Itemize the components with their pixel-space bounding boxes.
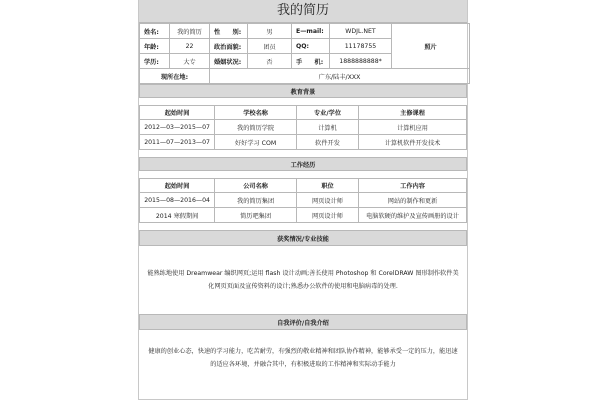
- table-row: [140, 120, 467, 135]
- education-cell: 我的简历学院: [215, 120, 297, 135]
- age-label: 年龄:: [140, 39, 170, 54]
- education-cell: 软件开发: [296, 135, 358, 150]
- education-section-header: 教育背景: [140, 85, 467, 98]
- party-value: 团员: [248, 39, 292, 54]
- self-intro-section-header: 自我评价/自我介绍: [140, 315, 467, 330]
- education-cell: 计算机应用: [359, 120, 467, 135]
- party-label: 政治面貌:: [210, 39, 248, 54]
- phone-value: 1888888888*: [330, 54, 392, 69]
- education-cell: 2011—07—2013—07: [140, 135, 215, 150]
- education-col-courses: 主修课程: [359, 106, 467, 120]
- education-col-school: 学校名称: [215, 106, 297, 120]
- page-title: 我的简历: [139, 0, 467, 23]
- work-col-company: 公司名称: [215, 179, 297, 193]
- photo-placeholder: 照片: [392, 24, 470, 69]
- qq-label: QQ:: [292, 39, 330, 54]
- table-row: [140, 135, 467, 150]
- location-label: 现所在地:: [140, 69, 210, 84]
- email-label: E—mail:: [292, 24, 330, 39]
- education-col-start: 起始时间: [140, 106, 215, 120]
- name-label: 姓名:: [140, 24, 170, 39]
- work-cell: 网站的制作和更新: [359, 193, 467, 208]
- gender-label: 性 别:: [210, 24, 248, 39]
- skills-section-header: 获奖情况/专业技能: [140, 231, 467, 246]
- work-cell: 2014 寒假期间: [140, 208, 215, 223]
- education-cell: 2012—03—2015—07: [140, 120, 215, 135]
- resume-page: [138, 0, 468, 400]
- education-value: 大专: [170, 54, 210, 69]
- work-col-position: 职位: [296, 179, 358, 193]
- self-intro-text: 健康的创业心态，快速的学习能力，吃苦耐劳，有强烈的敬业精神和团队协作精神，能够承受一定的压力，能迅速的适应各环境，并融合其中，有积极进取的工作精神和实际动手能力: [148, 348, 458, 368]
- personal-info-table: [139, 23, 470, 84]
- age-value: 22: [170, 39, 210, 54]
- education-cell: 计算机软件开发技术: [359, 135, 467, 150]
- email-value: WDJL.NET: [330, 24, 392, 39]
- gender-value: 男: [248, 24, 292, 39]
- work-cell: 网页设计师: [296, 193, 358, 208]
- table-row: [140, 193, 467, 208]
- work-col-start: 起始时间: [140, 179, 215, 193]
- marital-value: 否: [248, 54, 292, 69]
- location-value: 广东/陆丰/XXX: [210, 69, 470, 84]
- phone-label: 手 机:: [292, 54, 330, 69]
- work-cell: 我的简历集团: [215, 193, 297, 208]
- skills-text: 能熟练地使用 Dreamwear 编织网页;运用 flash 设计动画;善长使用 Photoshop 和 CorelDRAW 图形制作软件美化网页页面及宣传资料的设计;熟悉办公软件的使用和电脑病毒的处理.: [147, 270, 459, 290]
- work-col-content: 工作内容: [359, 179, 467, 193]
- work-table: [139, 157, 467, 230]
- self-intro-table: [139, 314, 467, 386]
- name-value: 我的简历: [170, 24, 210, 39]
- education-col-major: 专业/学位: [296, 106, 358, 120]
- education-label: 学历:: [140, 54, 170, 69]
- education-cell: 好好学习 COM: [215, 135, 297, 150]
- work-section-header: 工作经历: [140, 158, 467, 171]
- marital-label: 婚姻状况:: [210, 54, 248, 69]
- work-cell: 网页设计师: [296, 208, 358, 223]
- education-table: [139, 84, 467, 157]
- qq-value: 11178755: [330, 39, 392, 54]
- skills-table: [139, 230, 467, 314]
- table-row: [140, 208, 467, 223]
- education-cell: 计算机: [296, 120, 358, 135]
- work-cell: 2015—08—2016—04: [140, 193, 215, 208]
- work-cell: 简历吧集团: [215, 208, 297, 223]
- work-cell: 电脑软硬的维护及宣传画册的设计: [359, 208, 467, 223]
